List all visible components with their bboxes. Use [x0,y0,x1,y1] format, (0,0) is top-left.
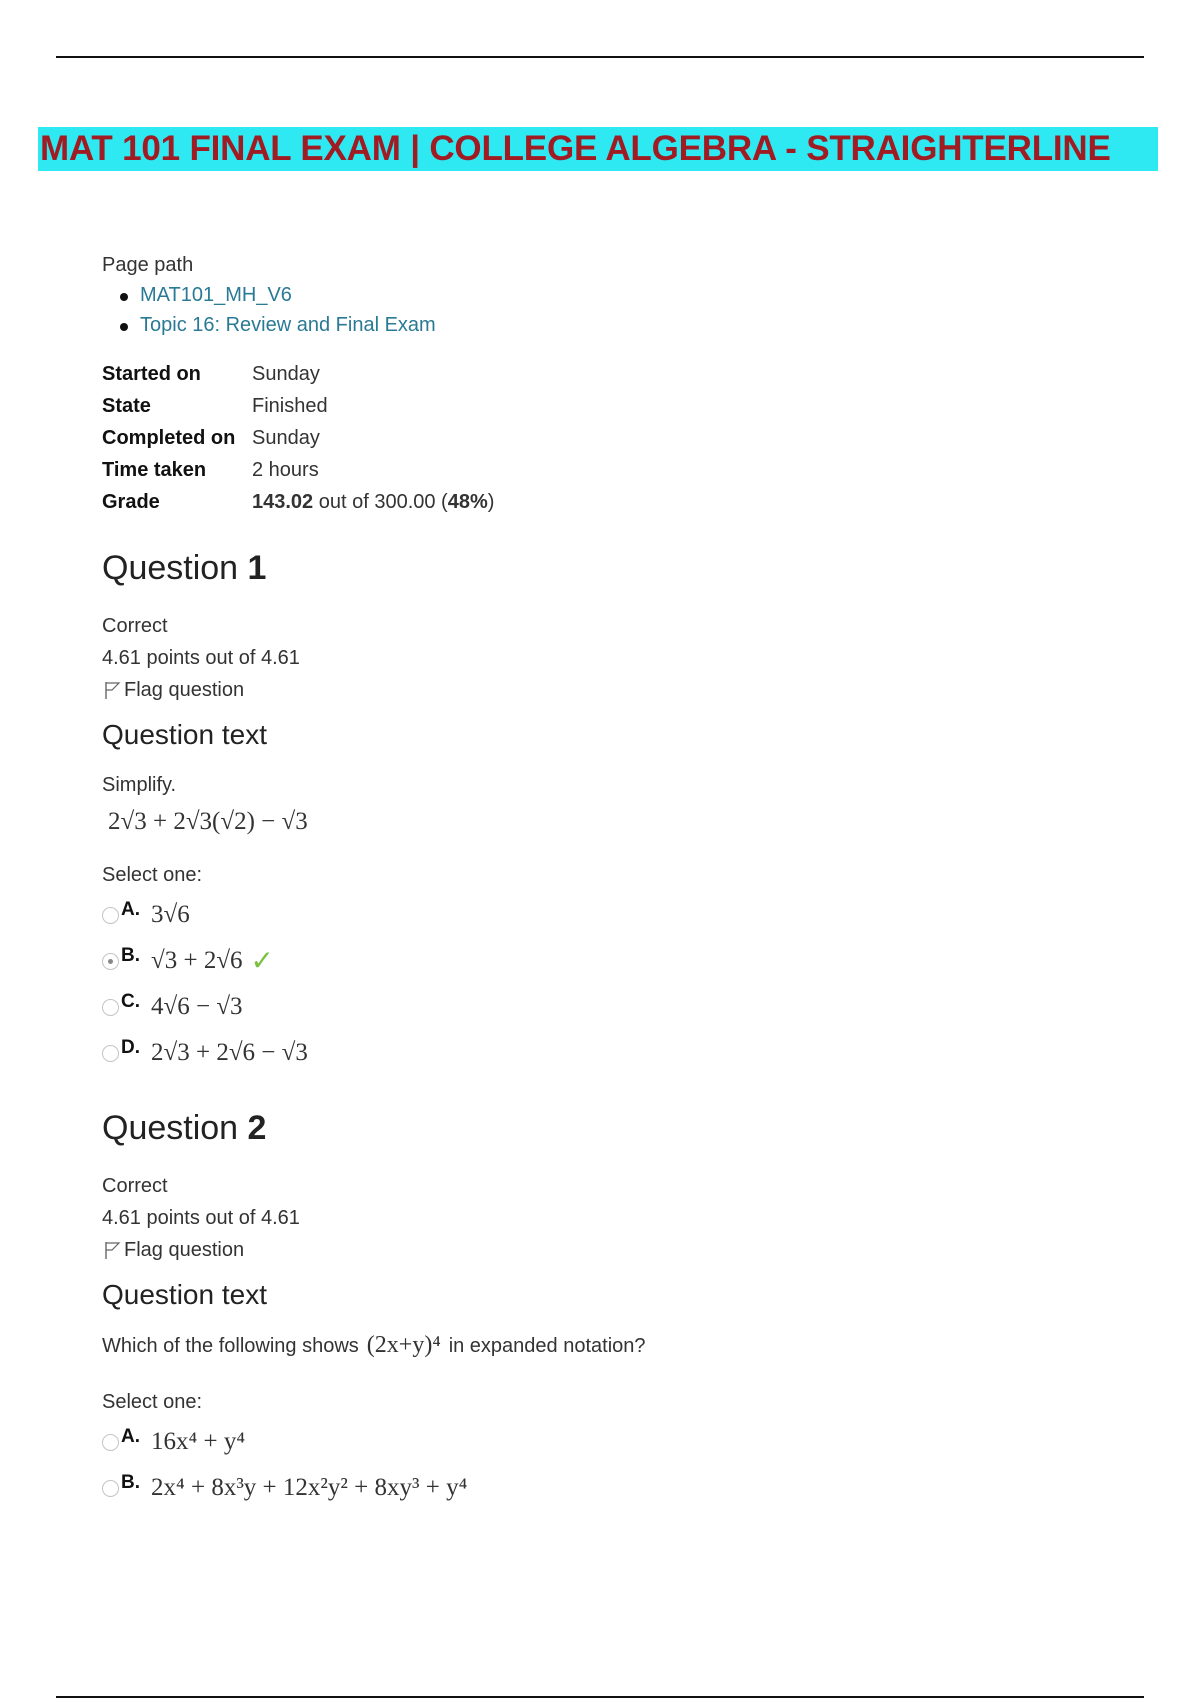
summary-row [102,390,494,422]
radio-button[interactable] [102,999,119,1016]
option-letter: B. [121,1472,140,1493]
question-text-heading: Question text [102,719,267,750]
question-points: 4.61 points out of 4.61 [102,647,300,669]
summary-value: Finished [252,395,328,417]
summary-key: Grade [102,491,160,513]
grade-score: 143.02 [252,491,314,513]
flag-icon [102,680,122,700]
summary-row [102,358,494,390]
prompt-after: in expanded notation? [448,1335,646,1357]
breadcrumb [102,280,1102,340]
answer-option[interactable] [102,892,1102,938]
question-heading [102,548,1102,588]
question-heading [102,1108,1102,1148]
summary-row [102,422,494,454]
prompt-expression: (2x+y)⁴ [366,1332,441,1358]
answer-option[interactable] [102,938,1102,984]
option-text: 3√6 [151,901,190,928]
question-prompt: Simplify. [102,774,177,796]
radio-button[interactable] [102,1045,119,1062]
answer-option[interactable] [102,1419,1102,1465]
option-text: 2√3 + 2√6 − √3 [151,1039,308,1066]
summary-value: Sunday [252,363,320,385]
question-prompt [102,1330,1102,1361]
summary-value: Sunday [252,427,320,449]
summary-key: Completed on [102,427,236,449]
breadcrumb-link[interactable]: MAT101_MH_V6 [140,284,292,306]
question-expression: 2√3 + 2√3(√2) − √3 [108,808,308,835]
select-one-label: Select one: [102,1391,203,1413]
title-banner [38,127,1158,171]
question-2 [102,1108,1102,1511]
question-number: 2 [247,1109,267,1147]
option-text: 16x⁴ + y⁴ [151,1428,246,1455]
summary-value: 2 hours [252,459,319,481]
question-status: Correct [102,615,168,637]
summary-key: Started on [102,363,201,385]
attempt-summary-table [102,358,494,518]
flag-icon [102,1240,122,1260]
quiz-review [102,250,1102,1511]
document-title: MAT 101 FINAL EXAM | COLLEGE ALGEBRA - STRAIGHTERLINE [40,129,1111,168]
question-number: 1 [247,549,267,587]
flag-question-label[interactable]: Flag question [124,679,245,701]
top-rule [56,56,1144,58]
grade-out-of: out of 300.00 ( [313,491,448,513]
flag-question-link[interactable] [102,674,1102,706]
summary-key: State [102,395,151,417]
option-text: 2x⁴ + 8x³y + 12x²y² + 8xy³ + y⁴ [151,1474,468,1501]
option-text: 4√6 − √3 [151,993,243,1020]
question-heading-word: Question [102,1109,248,1147]
radio-button-selected[interactable] [102,953,119,970]
summary-key: Time taken [102,459,207,481]
radio-button[interactable] [102,1480,119,1497]
radio-button[interactable] [102,907,119,924]
grade-percent: 48% [447,491,488,513]
question-1 [102,548,1102,1076]
question-text-heading: Question text [102,1279,267,1310]
option-letter: A. [121,1426,140,1447]
grade-close: ) [487,491,495,513]
question-status: Correct [102,1175,168,1197]
select-one-label: Select one: [102,864,203,886]
question-heading-word: Question [102,549,248,587]
radio-button[interactable] [102,1434,119,1451]
answer-option[interactable] [102,1030,1102,1076]
option-letter: B. [121,945,140,966]
summary-row [102,486,494,518]
flag-question-label[interactable]: Flag question [124,1239,245,1261]
breadcrumb-item-topic[interactable] [140,310,1102,340]
option-letter: C. [121,991,140,1012]
grade-value [252,486,494,518]
option-letter: D. [121,1037,140,1058]
bottom-rule [56,1696,1144,1698]
checkmark-icon: ✓ [250,945,275,976]
option-text: √3 + 2√6 [151,947,243,974]
flag-question-link[interactable] [102,1234,1102,1266]
answer-option[interactable] [102,984,1102,1030]
summary-row [102,454,494,486]
breadcrumb-link[interactable]: Topic 16: Review and Final Exam [140,314,436,336]
answer-option[interactable] [102,1465,1102,1511]
prompt-before: Which of the following shows [102,1335,359,1357]
breadcrumb-item-course[interactable] [140,280,1102,310]
option-letter: A. [121,899,140,920]
question-points: 4.61 points out of 4.61 [102,1207,300,1229]
page-path-label: Page path [102,254,194,276]
